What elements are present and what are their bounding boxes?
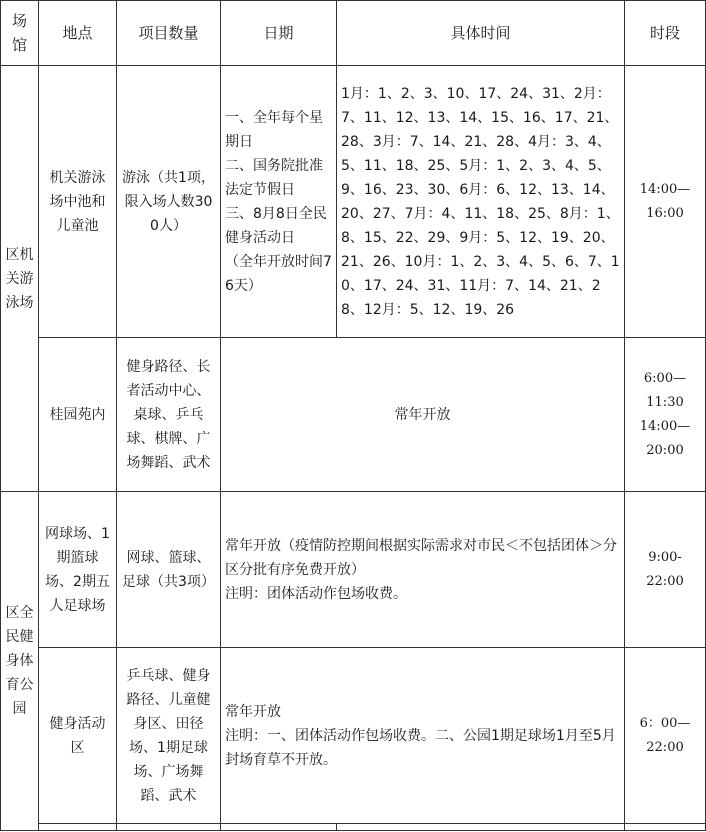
location-cell: 桂园苑内 [39,338,117,492]
continuation-row [1,824,706,831]
period-cell: 6：00— 22:00 [625,648,706,824]
table-row [1,66,706,338]
location-cell: 机关游泳场中池和儿童池 [39,66,117,338]
header-date: 日期 [221,1,337,66]
period-cell: 9:00- 22:00 [625,492,706,648]
empty-cell [625,824,706,831]
items-cell: 乒乓球、健身路径、儿童健身区、田径场、1期足球场、广场舞蹈、武术 [117,648,221,824]
table-row [1,648,706,824]
header-location: 地点 [39,1,117,66]
open-status-cell: 常年开放 注明：一、团体活动作包场收费。二、公园1期足球场1月至5月封场育草不开放。 [221,648,625,824]
items-cell: 健身路径、长者活动中心、桌球、乒乓球、棋牌、广场舞蹈、武术 [117,338,221,492]
header-items: 项目数量 [117,1,221,66]
period-cell: 6:00— 11:30 14:00— 20:00 [625,338,706,492]
venue-cell: 区全民健身体育公园 [1,492,39,831]
empty-cell [117,824,221,831]
date-cell: 一、全年每个星期日 二、国务院批准法定节假日 三、8月8日全民健身活动日 （全年开放时间76天） [221,66,337,338]
header-row [1,1,706,66]
empty-cell [39,824,117,831]
items-cell: 游泳（共1项，限入场人数300人） [117,66,221,338]
header-specific-time: 具体时间 [337,1,625,66]
period-cell: 14:00— 16:00 [625,66,706,338]
venue-cell: 区机关游泳场 [1,66,39,492]
empty-cell [221,824,337,831]
table-row [1,492,706,648]
header-venue: 场馆 [1,1,39,66]
table-row [1,338,706,492]
open-status-cell: 常年开放（疫情防控期间根据实际需求对市民＜不包括团体＞分区分批有序免费开放） 注明：团体活动作包场收费。 [221,492,625,648]
empty-cell [337,824,625,831]
open-status-cell: 常年开放 [221,338,625,492]
specific-time-cell: 1月：1、2、3、10、17、24、31、2月：7、11、12、13、14、15、16、17、21、28、3月：7、14、21、28、4月：3、4、5、11、18、25、5月：1、2、3、4、5、9、16、23、30、6月：6、12、13、14、20、27、7月：4、11、18、25、8月：1、8、15、22、29、9月：5、12、19、20、21、26、10月：1、2、3、4、5、6、7、10、17、24、31、11月：7、14、21、28、12月：5、12、19、26 [337,66,625,338]
items-cell: 网球、篮球、足球（共3项） [117,492,221,648]
location-cell: 网球场、1期篮球场、2期五人足球场 [39,492,117,648]
location-cell: 健身活动区 [39,648,117,824]
header-period: 时段 [625,1,706,66]
